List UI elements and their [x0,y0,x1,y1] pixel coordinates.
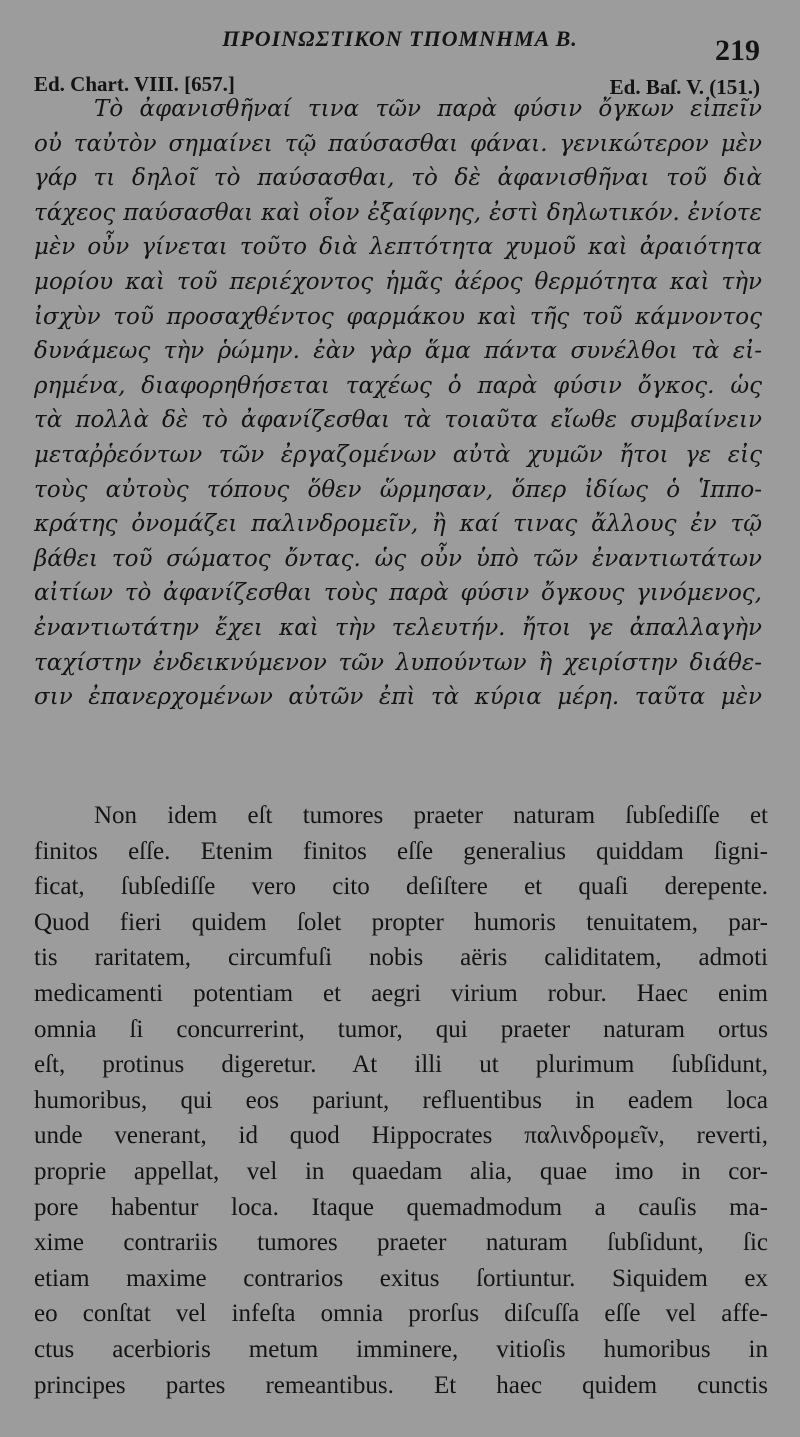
latin-text-line: etiam maxime contrarios exitus ſortiuntur. Siquidem ex [34,1264,768,1292]
latin-text-line: finitos eſſe. Etenim finitos eſſe generalius quiddam ſigni- [34,837,768,865]
greek-text-line: οὐ ταὐτὸν σημαίνει τῷ παύσασθαι φάναι. γενικώτερον μὲν [34,130,762,157]
greek-text-line: γάρ τι δηλοῖ τὸ παύσασθαι, τὸ δὲ ἀφανισθῆναι τοῦ διὰ [34,165,762,192]
edition-reference-basel: Ed. Baſ. V. (151.) [609,75,760,99]
greek-text-line: μορίου καὶ τοῦ περιέχοντος ἡμᾶς ἀέρος θερμότητα καὶ τὴν [34,269,762,295]
greek-text-line: μεταῤῥεόντων τῶν ἐργαζομένων αὐτὰ χυμῶν ἤτοι γε εἰς [34,442,762,468]
running-head: ΠΡΟΙΝΩΣΤΙΚΟΝ ΤΠΟΜΝΗΜΑ Β. [222,26,578,51]
greek-text-line: Τὸ ἀφανισθῆναί τινα τῶν παρὰ φύσιν ὄγκων εἰπεῖν [94,96,762,122]
greek-text-line: τάχεος παύσασθαι καὶ οἷον ἐξαίφνης, ἐστὶ δηλωτικόν. ἐνίοτε [34,199,762,226]
latin-text-line: humoribus, qui eos pariunt, refluentibus in eadem loca [34,1086,768,1114]
latin-text-line: tis raritatem, circumfuſi nobis aëris caliditatem, admoti [34,944,768,972]
greek-text-line: τοὺς αὐτοὺς τόπους ὅθεν ὥρμησαν, ὅπερ ἰδίως ὁ Ἱππο- [34,476,762,503]
greek-text-line: ταχίστην ἐνδεικνύμενον τῶν λυπούντων ἢ χειρίστην διάθε- [34,649,762,676]
latin-text-line: medicamenti potentiam et aegri virium robur. Haec enim [34,980,768,1007]
latin-text-line: Quod fieri quidem ſolet propter humoris tenuitatem, par- [34,908,768,936]
latin-text-line: principes partes remeantibus. Et haec quidem cunctis [34,1371,768,1399]
greek-text-line: δυνάμεως τὴν ῥώμην. ἐὰν γὰρ ἅμα πάντα συνέλθοι τὰ εἰ- [34,338,762,365]
latin-text-line: Non idem eſt tumores praeter naturam ſubſediſſe et [94,802,768,829]
greek-text-line: κράτης ὀνομάζει παλινδρομεῖν, ἢ καί τινας ἄλλους ἐν τῷ [34,511,762,538]
greek-text-line: βάθει τοῦ σώματος ὄντας. ὡς οὖν ὑπὸ τῶν ἐναντιωτάτων [34,545,762,572]
latin-text-line: ficat, ſubſediſſe vero cito deſiſtere et quaſi derepente. [34,873,768,901]
greek-text-line: τὰ πολλὰ δὲ τὸ ἀφανίζεσθαι τὰ τοιαῦτα εἴωθε συμβαίνειν [34,407,762,434]
greek-text-line: ρημένα, διαφορηθήσεται ταχέως ὁ παρὰ φύσιν ὄγκος. ὡς [34,372,762,399]
page-number: 219 [715,34,760,67]
greek-text-line: αἰτίων τὸ ἀφανίζεσθαι τοὺς παρὰ φύσιν ὄγκους γινόμενος, [34,580,762,607]
latin-text-line: eo conſtat vel infeſta omnia prorſus diſcuſſa eſſe vel affe- [34,1300,768,1328]
latin-text-line: eſt, protinus digeretur. At illi ut plurimum ſubſidunt, [34,1051,768,1079]
latin-text-line: xime contrariis tumores praeter naturam ſubſidunt, ſic [34,1229,768,1257]
edition-reference-chartier: Ed. Chart. VIII. [657.] [34,72,235,96]
latin-text-line: unde venerant, id quod Hippocrates παλινδρομεῖν, reverti, [34,1122,768,1150]
latin-text-line: pore habentur loca. Itaque quemadmodum a cauſis ma- [34,1193,768,1221]
latin-text-line: proprie appellat, vel in quaedam alia, quae imo in cor- [34,1158,768,1185]
latin-text-line: ctus acerbioris metum imminere, vitioſis humoribus in [34,1336,768,1363]
greek-text-line: σιν ἐπανερχομένων αὐτῶν ἐπὶ τὰ κύρια μέρη. ταῦτα μὲν [34,684,762,711]
greek-text-line: ἐναντιωτάτην ἔχει καὶ τὴν τελευτήν. ἤτοι γε ἀπαλλαγὴν [34,615,762,641]
latin-text-line: omnia ſi concurrerint, tumor, qui praeter naturam ortus [34,1015,768,1043]
greek-text-line: ἰσχὺν τοῦ προσαχθέντος φαρμάκου καὶ τῆς τοῦ κάμνοντος [34,303,762,330]
greek-text-line: μὲν οὖν γίνεται τοῦτο διὰ λεπτότητα χυμοῦ καὶ ἀραιότητα [34,234,762,261]
